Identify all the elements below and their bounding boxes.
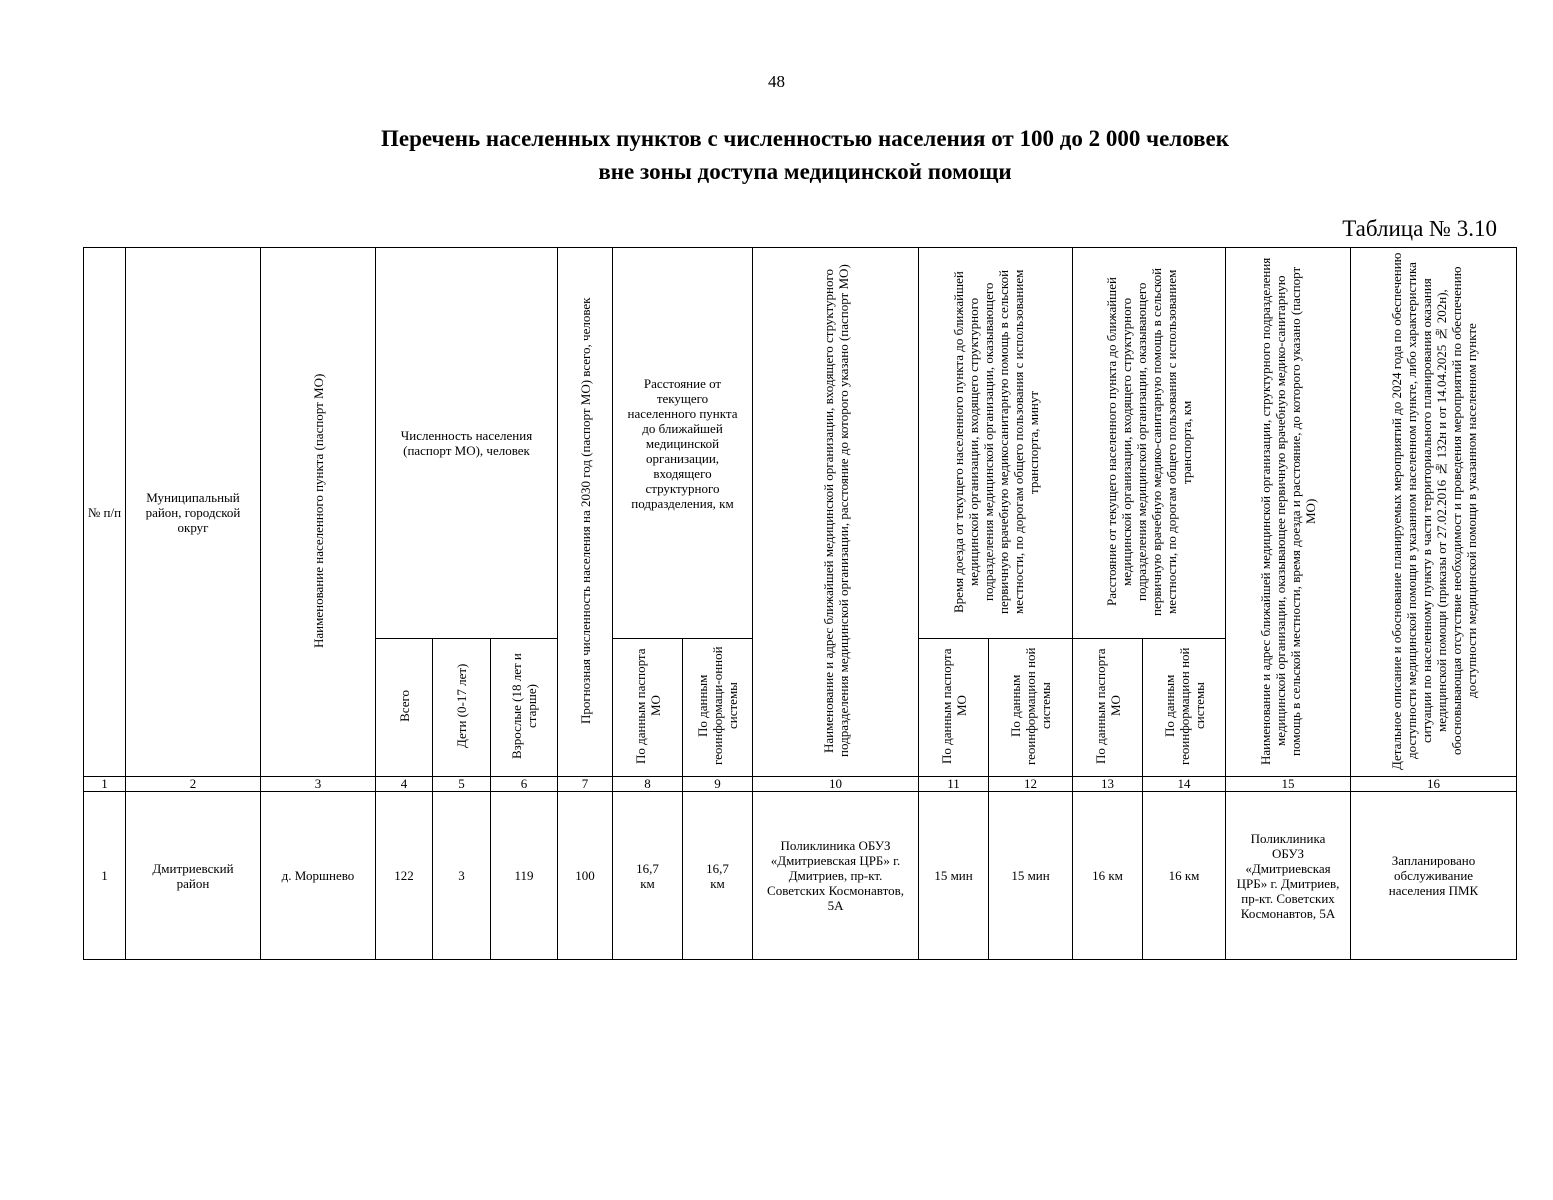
title-line-1: Перечень населенных пунктов с численностью населения от 100 до 2 000 человек — [380, 126, 1230, 151]
header-distance-gis: По данным геоинформаци-онной системы — [683, 639, 753, 777]
table-label: Таблица № 3.10 — [1342, 216, 1497, 241]
column-number: 4 — [376, 777, 433, 792]
cell-measures-description: Запланировано обслуживание населения ПМК — [1351, 792, 1517, 960]
cell-road-distance-gis: 16 км — [1143, 792, 1226, 960]
cell-primary-care-organization: Поликлиника ОБУЗ «Дмитриевская ЦРБ» г. Дмитриев, пр-кт. Советских Космонавтов, 5А — [1226, 792, 1351, 960]
header-road-distance-gis: По данным геоинформацион ной системы — [1143, 639, 1226, 777]
cell-distance-passport: 16,7 км — [613, 792, 683, 960]
cell-time-passport: 15 мин — [919, 792, 989, 960]
header-population-adults: Взрослые (18 лет и старше) — [491, 639, 558, 777]
column-number: 6 — [491, 777, 558, 792]
cell-row-number: 1 — [84, 792, 126, 960]
column-number: 2 — [126, 777, 261, 792]
column-number: 5 — [433, 777, 491, 792]
cell-distance-gis: 16,7 км — [683, 792, 753, 960]
header-population-group: Численность населения (паспорт МО), человек — [376, 248, 558, 639]
header-road-distance-passport: По данным паспорта МО — [1073, 639, 1143, 777]
header-population-children: Дети (0-17 лет) — [433, 639, 491, 777]
header-row-1 — [84, 248, 1517, 639]
column-number: 8 — [613, 777, 683, 792]
cell-forecast-2030: 100 — [558, 792, 613, 960]
header-travel-time-group: Время доезда от текущего населенного пункта до ближайшей медицинской организации, входящего структурного подразделения медицинской организации, оказывающего первичную врачебную медикосанитарную помощь в сельской местности, по дорогам общего пользования с использованием транспорта, минут — [919, 248, 1073, 639]
cell-road-distance-passport: 16 км — [1073, 792, 1143, 960]
header-distance-passport: По данным паспорта МО — [613, 639, 683, 777]
header-forecast-2030: Прогнозная численность населения на 2030 год (паспорт МО) всего, человек — [558, 248, 613, 777]
column-number: 12 — [989, 777, 1073, 792]
cell-settlement-name: д. Моршнево — [261, 792, 376, 960]
page-number: 48 — [768, 72, 785, 91]
column-number-row — [84, 777, 1517, 792]
title-line-2: вне зоны доступа медицинской помощи — [598, 159, 1012, 184]
header-district: Муниципальный район, городской округ — [126, 248, 261, 777]
column-number: 7 — [558, 777, 613, 792]
header-measures-description: Детальное описание и обоснование планируемых мероприятий до 2024 года по обеспечению доступности медицинской помощи в указанном населенном пункте, либо характеристика ситуации по населенному пункту в части территориального планирования оказания медицинской помощи (приказы от 27.02.2016 № 132н и от 14.04.2025 № 202н), обосновывающая отсутствие необходимост и проведения мероприятий по обеспечению доступности медицинской помощи в указанном населенном пункте — [1351, 248, 1517, 777]
cell-population-total: 122 — [376, 792, 433, 960]
document-title — [0, 122, 1553, 188]
header-population-total: Всего — [376, 639, 433, 777]
settlements-table — [83, 247, 1517, 960]
header-time-passport: По данным паспорта МО — [919, 639, 989, 777]
cell-nearest-organization: Поликлиника ОБУЗ «Дмитриевская ЦРБ» г. Дмитриев, пр-кт. Советских Космонавтов, 5А — [753, 792, 919, 960]
cell-district: Дмитриевский район — [126, 792, 261, 960]
column-number: 9 — [683, 777, 753, 792]
column-number: 1 — [84, 777, 126, 792]
header-row-number: № п/п — [84, 248, 126, 777]
header-primary-care-organization: Наименование и адрес ближайшей медицинской организации, структурного подразделения медицинской организации, оказывающее первичную врачебную медико-санитарную помощь в сельской местности, время доезда и расстояние, до которого указано (паспорт МО) — [1226, 248, 1351, 777]
column-number: 11 — [919, 777, 989, 792]
column-number: 10 — [753, 777, 919, 792]
header-settlement-name: Наименование населенного пункта (паспорт МО) — [261, 248, 376, 777]
column-number: 3 — [261, 777, 376, 792]
column-number: 16 — [1351, 777, 1517, 792]
column-number: 15 — [1226, 777, 1351, 792]
column-number: 14 — [1143, 777, 1226, 792]
cell-population-adults: 119 — [491, 792, 558, 960]
header-time-gis: По данным геоинформацион ной системы — [989, 639, 1073, 777]
column-number: 13 — [1073, 777, 1143, 792]
cell-population-children: 3 — [433, 792, 491, 960]
header-road-distance-group: Расстояние от текущего населенного пункта до ближайшей медицинской организации, входящего структурного подразделения медицинской организации, оказывающего первичную врачебную медико-санитарную помощь в сельской местности, по дорогам общего пользования с использованием транспорта, км — [1073, 248, 1226, 639]
header-distance-group: Расстояние от текущего населенного пункта до ближайшей медицинской организации, входящего структурного подразделения, км — [613, 248, 753, 639]
table-row — [84, 792, 1517, 960]
cell-time-gis: 15 мин — [989, 792, 1073, 960]
header-nearest-organization: Наименование и адрес ближайшей медицинской организации, входящего структурного подразделения медицинской организации, расстояние до которого указано (паспорт МО) — [753, 248, 919, 777]
